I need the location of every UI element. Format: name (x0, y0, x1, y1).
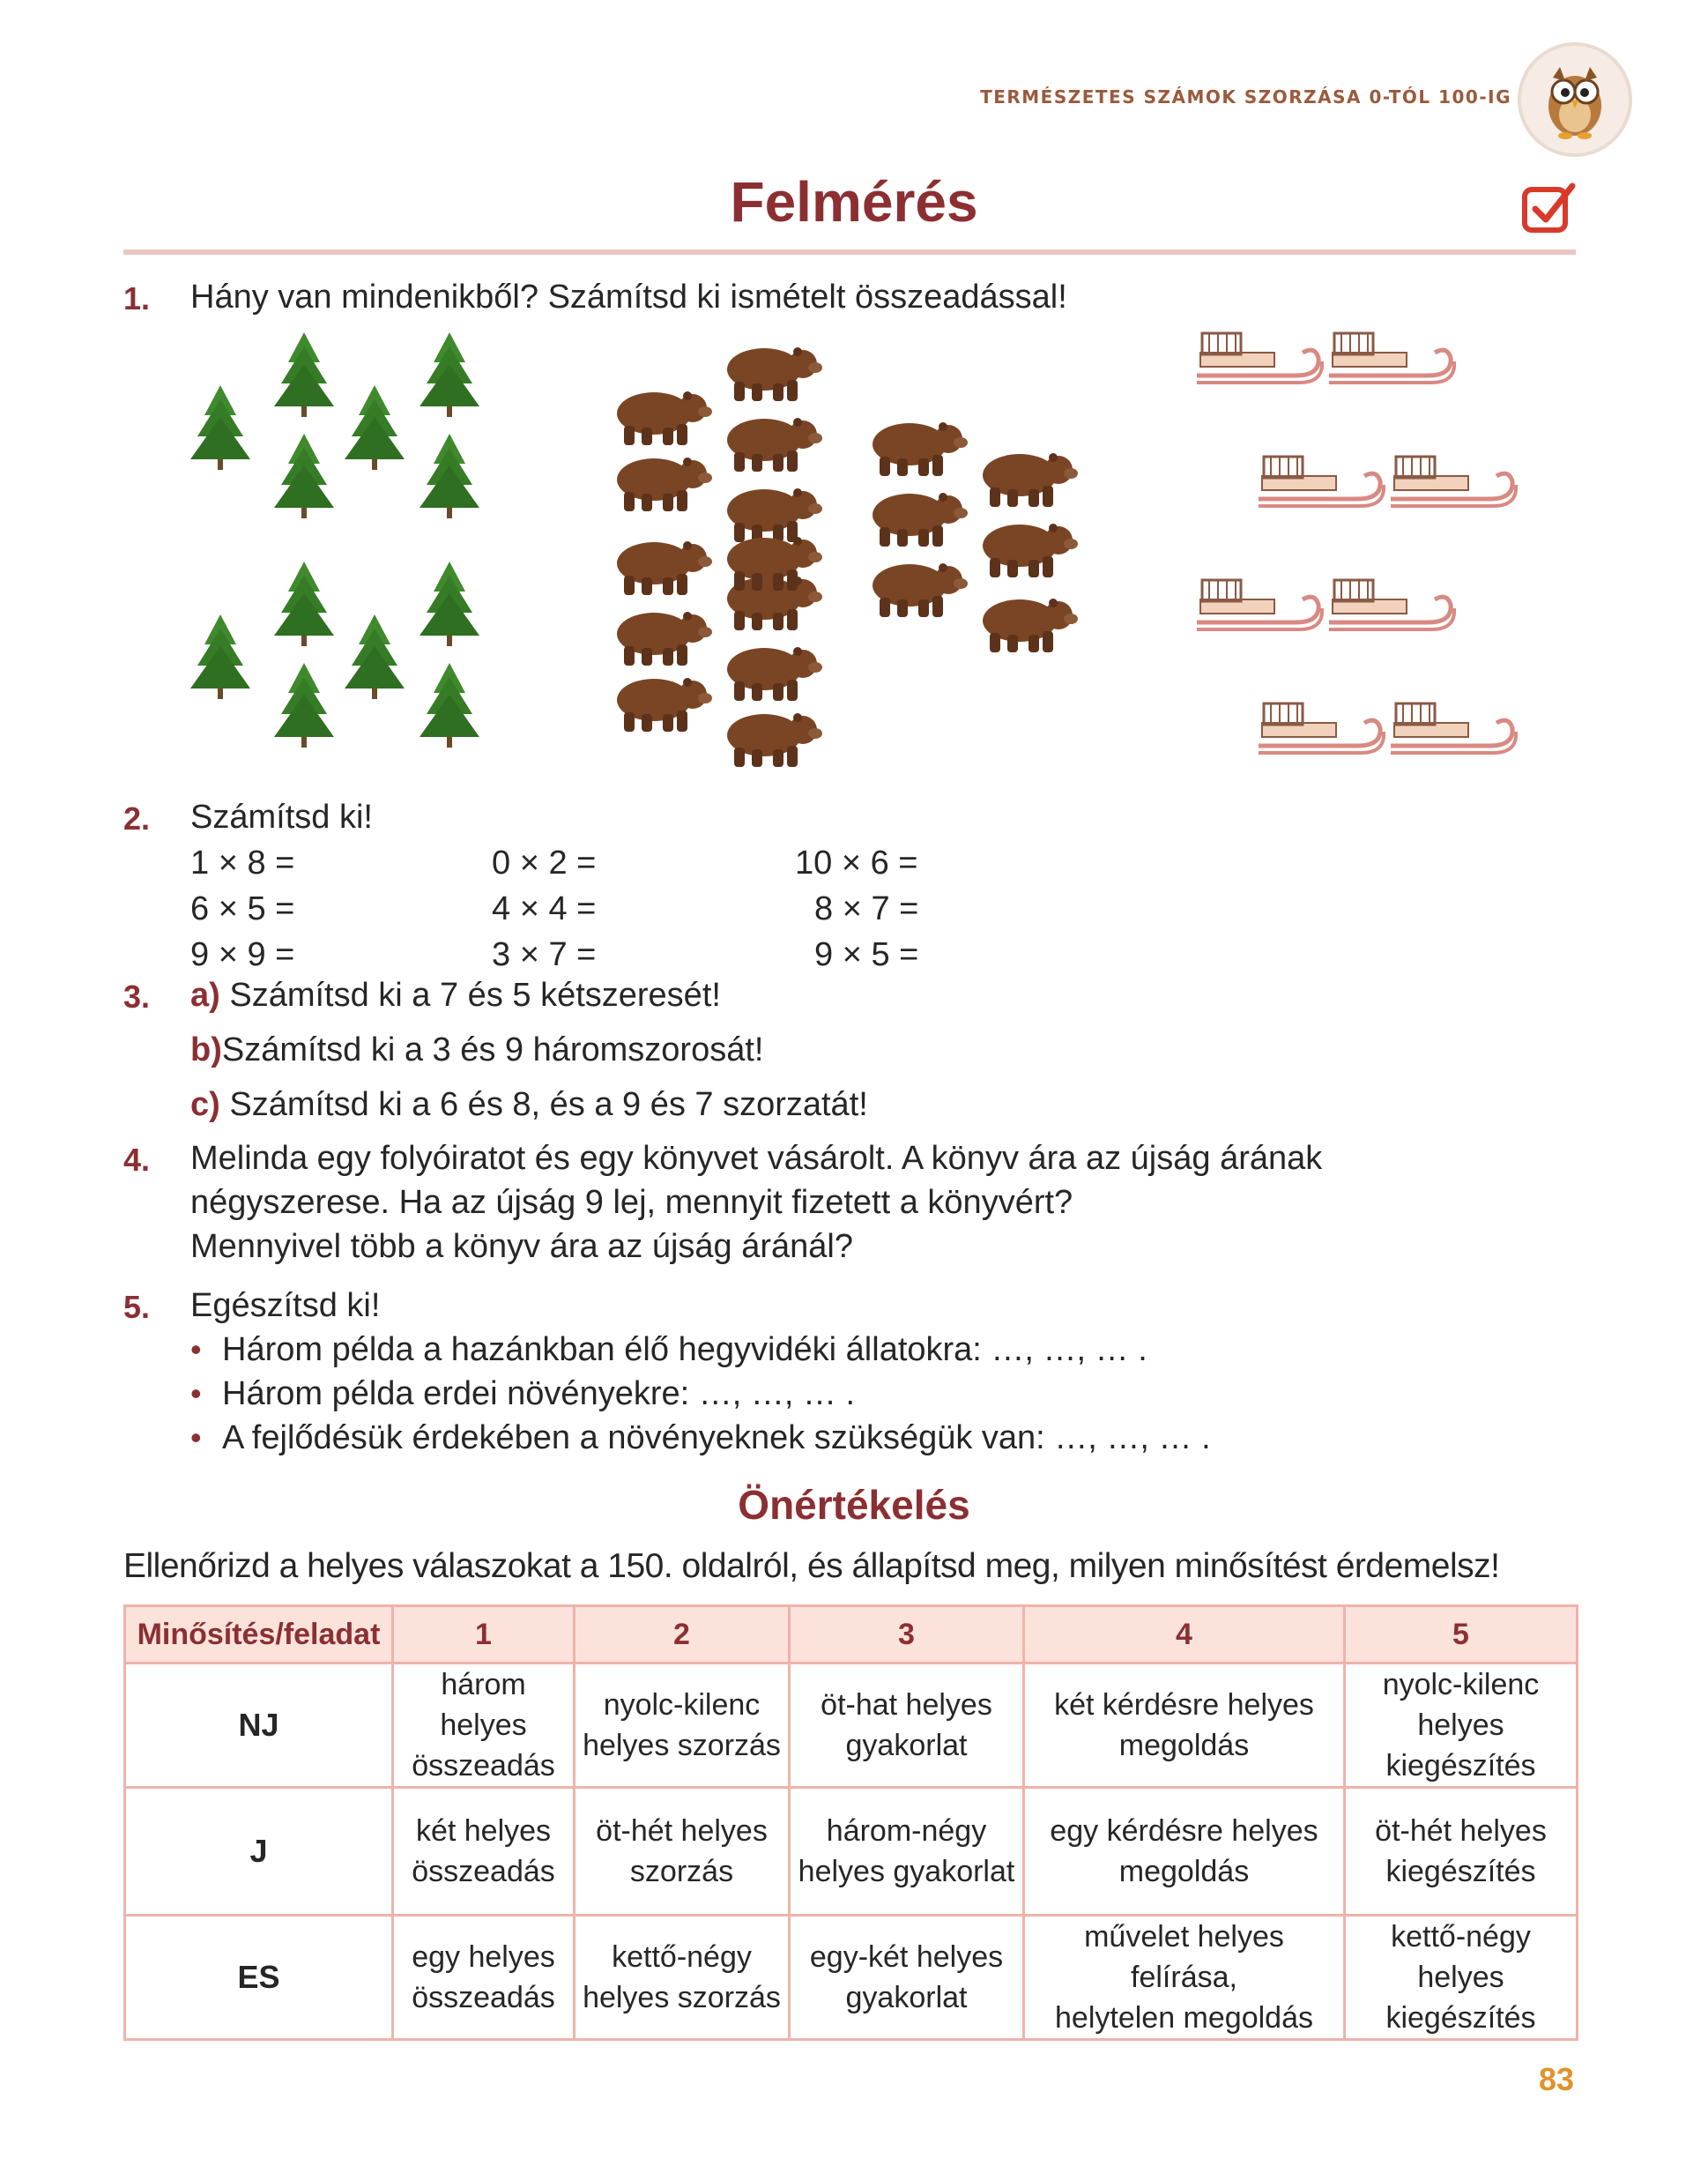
subtask-label: b) (190, 1031, 222, 1068)
exercise-item: 1 × 8 = (190, 845, 295, 882)
sled-icon (1385, 696, 1518, 758)
bear-icon (608, 604, 712, 667)
cell-line: gyakorlat (845, 1729, 968, 1762)
cell-line: nyolc-kilenc (603, 1688, 761, 1722)
cell-line: összeadás (412, 1749, 555, 1783)
cell-line: öt-hét helyes (596, 1814, 768, 1848)
bear-icon (718, 339, 822, 403)
table-header: 3 (790, 1606, 1024, 1664)
cell-line: öt-hat helyes (821, 1688, 992, 1722)
tree-icon (414, 560, 485, 648)
cell-line: összeadás (412, 1981, 555, 2014)
subtask-label: c) (190, 1086, 220, 1123)
table-header: 5 (1345, 1606, 1578, 1664)
subtask-text: Számítsd ki a 3 és 9 háromszorosát! (221, 1031, 764, 1068)
table-header: Minősítés/feladat (125, 1606, 393, 1664)
bullet-icon: • (190, 1331, 202, 1367)
cell-line: öt-hét helyes (1375, 1814, 1547, 1848)
tree-icon (414, 661, 485, 749)
sled-icon (1253, 450, 1385, 511)
tree-icon (185, 383, 256, 472)
table-cell (393, 1916, 575, 2040)
exercise-item: 0 × 2 = (492, 845, 597, 882)
exercise-item: 9 × 9 = (190, 936, 295, 973)
cell-line: helyes szorzás (583, 1981, 781, 2014)
cell-line: egy-két helyes (809, 1940, 1004, 1974)
grade-label: ES (125, 1916, 393, 2040)
bear-illustration-group (608, 339, 1093, 776)
cell-line: nyolc-kilenc (1382, 1668, 1540, 1701)
task-4-line: Melinda egy folyóiratot és egy könyvet vásárolt. A könyv ára az újság árának (190, 1140, 1323, 1177)
cell-line: egy helyes (412, 1940, 555, 1974)
table-cell (790, 1664, 1024, 1788)
table-cell (1024, 1788, 1345, 1916)
task-3b (190, 1031, 763, 1069)
exercise-item: 6 × 5 = (190, 890, 295, 927)
task-3-number: 3. (123, 979, 151, 1015)
table-row (125, 1664, 1578, 1788)
page-number: 83 (1538, 2061, 1574, 2097)
cell-line: három helyes (440, 1668, 527, 1742)
table-cell (790, 1788, 1024, 1916)
task-5-text: Egészítsd ki! (190, 1287, 381, 1324)
list-item: Három példa erdei növényekre: …, …, … . (222, 1375, 856, 1412)
table-header: 2 (575, 1606, 790, 1664)
cell-line: két kérdésre helyes (1054, 1688, 1314, 1722)
cell-line: összeadás (412, 1855, 555, 1888)
task-2-text: Számítsd ki! (190, 799, 373, 836)
cell-line: kettő-négy helyes (1391, 1920, 1531, 1994)
bullet-icon: • (190, 1419, 202, 1455)
tree-icon (269, 432, 339, 520)
task-5-number: 5. (123, 1289, 151, 1325)
subtask-text: Számítsd ki a 6 és 8, és a 9 és 7 szorzatát! (229, 1086, 868, 1123)
bear-icon (608, 670, 712, 733)
cell-line: kiegészítés (1385, 2001, 1536, 2035)
bear-icon (718, 410, 822, 473)
section-instruction: Ellenőrizd a helyes válaszokat a 150. oldalról, és állapítsd meg, milyen minősítést érdemelsz! (123, 1547, 1500, 1585)
cell-line: gyakorlat (845, 1981, 968, 2014)
page-title: Felmérés (730, 170, 978, 234)
task-3a (190, 977, 721, 1015)
bear-icon (608, 383, 712, 447)
cell-line: három-négy (826, 1814, 987, 1848)
sled-icon (1324, 326, 1456, 388)
tree-icon (185, 613, 256, 701)
bear-icon (974, 516, 1078, 579)
cell-line: helytelen megoldás (1055, 2001, 1313, 2035)
bear-icon (718, 639, 822, 703)
table-header: 4 (1024, 1606, 1345, 1664)
table-cell (1345, 1916, 1578, 2040)
table-header: 1 (393, 1606, 575, 1664)
task-2-number: 2. (123, 800, 151, 837)
table-cell (790, 1916, 1024, 2040)
sled-icon (1192, 573, 1324, 635)
exercise-item: 3 × 7 = (492, 936, 597, 973)
task-4-number: 4. (123, 1142, 151, 1178)
cell-line: kiegészítés (1385, 1855, 1536, 1888)
task-4-line: négyszerese. Ha az újság 9 lej, mennyit fizetett a könyvért? (190, 1184, 1073, 1221)
task-1-number: 1. (123, 280, 151, 316)
sled-icon (1253, 696, 1385, 758)
cell-line: helyes gyakorlat (798, 1855, 1015, 1888)
exercise-item: 10 × 6 = (795, 845, 918, 882)
table-cell (575, 1916, 790, 2040)
sled-icon (1192, 326, 1324, 388)
bear-icon (608, 533, 712, 597)
cell-line: szorzás (629, 1855, 734, 1888)
table-cell (575, 1664, 790, 1788)
cell-line: megoldás (1118, 1729, 1250, 1762)
sled-illustration-group (1192, 317, 1526, 776)
table-cell (575, 1788, 790, 1916)
task-3c (190, 1086, 868, 1124)
title-divider (123, 249, 1576, 255)
cell-line: megoldás (1118, 1855, 1250, 1888)
cell-line: helyes szorzás (583, 1729, 781, 1762)
cell-line: helyes kiegészítés (1385, 1708, 1536, 1783)
tree-icon (269, 331, 339, 419)
sled-icon (1385, 450, 1518, 511)
table-cell (1345, 1788, 1578, 1916)
bear-icon (864, 555, 968, 619)
grade-label: J (125, 1788, 393, 1916)
exercise-item: 9 × 5 = (814, 936, 919, 973)
tree-illustration-group (185, 331, 502, 776)
tree-icon (269, 661, 339, 749)
tree-icon (414, 331, 485, 419)
table-cell (1024, 1916, 1345, 2040)
bear-icon (608, 450, 712, 513)
cell-line: kettő-négy (612, 1940, 752, 1974)
bullet-icon: • (190, 1375, 202, 1411)
grade-label: NJ (125, 1664, 393, 1788)
tree-icon (414, 432, 485, 520)
subtask-label: a) (190, 977, 220, 1014)
table-row (125, 1788, 1578, 1916)
exercise-item: 4 × 4 = (492, 890, 597, 927)
list-item: Három példa a hazánkban élő hegyvidéki állatokra: …, …, … . (222, 1331, 1147, 1368)
subtask-text: Számítsd ki a 7 és 5 kétszeresét! (229, 977, 721, 1014)
table-cell (1345, 1664, 1578, 1788)
cell-line: művelet helyes felírása, (1084, 1920, 1284, 1994)
grading-table (123, 1604, 1578, 2041)
table-cell (393, 1788, 575, 1916)
cell-line: két helyes (415, 1814, 552, 1848)
bear-icon (974, 591, 1078, 654)
table-row (125, 1916, 1578, 2040)
table-cell (1024, 1664, 1345, 1788)
exercise-item: 8 × 7 = (814, 890, 919, 927)
table-cell (393, 1664, 575, 1788)
chapter-header: TERMÉSZETES SZÁMOK SZORZÁSA 0-TÓL 100-IG (980, 86, 1511, 108)
bear-icon (718, 705, 822, 769)
sled-icon (1324, 573, 1456, 635)
owl-icon (1518, 42, 1632, 157)
bear-icon (718, 529, 822, 592)
checkbox-check-icon (1521, 179, 1578, 235)
tree-icon (269, 560, 339, 648)
section-title: Önértékelés (738, 1482, 970, 1528)
task-1-text: Hány van mindenikből? Számítsd ki ismételt összeadással! (190, 279, 1067, 316)
task-4-line: Mennyivel több a könyv ára az újság áránál? (190, 1228, 854, 1265)
list-item: A fejlődésük érdekében a növényeknek szükségük van: …, …, … . (222, 1419, 1211, 1456)
table-header-row (125, 1606, 1578, 1664)
bear-icon (974, 445, 1078, 509)
tree-icon (339, 613, 410, 701)
bear-icon (864, 414, 968, 478)
tree-icon (339, 383, 410, 472)
bear-icon (864, 485, 968, 548)
cell-line: egy kérdésre helyes (1050, 1814, 1318, 1848)
